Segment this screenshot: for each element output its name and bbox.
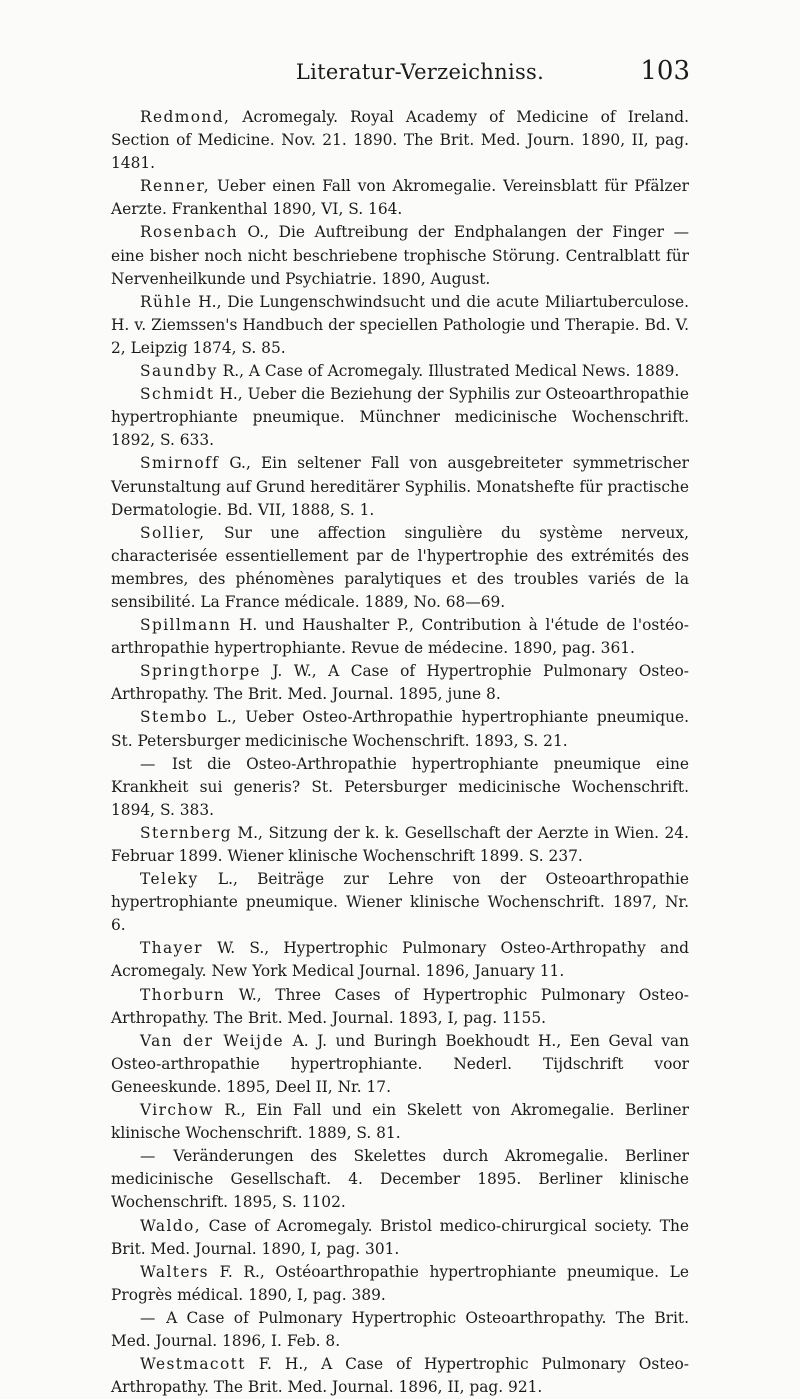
- bibliography-entry: [111, 937, 689, 983]
- entry-text: R., Ein Fall und ein Skelett von Akromegalie. Berliner klinische Wochenschrift. 1889, S. 81.: [111, 1101, 689, 1143]
- bibliography-entry: [111, 822, 689, 868]
- entry-author: Schmidt: [140, 385, 215, 404]
- entry-text: Case of Acromegaly. Bristol medico-chirurgical society. The Brit. Med. Journal. 1890, I, pag. 301.: [111, 1216, 689, 1258]
- entry-author: Van der Weijde: [140, 1031, 285, 1050]
- entry-author: Teleky: [140, 870, 199, 889]
- entry-text: Veränderungen des Skelettes durch Akromegalie. Berliner medicinische Gesellschaft. 4. December 1895. Berliner klinische Wochenschrift. 1895, S. 1102.: [111, 1147, 689, 1212]
- entry-text: W., Three Cases of Hypertrophic Pulmonary Osteo-Arthropathy. The Brit. Med. Journal. 1893, I, pag. 1155.: [111, 985, 689, 1027]
- entry-text: M., Sitzung der k. k. Gesellschaft der Aerzte in Wien. 24. Februar 1899. Wiener klinische Wochenschrift 1899. S. 237.: [111, 823, 689, 865]
- entry-text: H., Ueber die Beziehung der Syphilis zur Osteoarthropathie hypertrophiante pneumique. Münchner medicinische Wochenschrift. 1892, S. 633.: [111, 385, 689, 450]
- entry-text: Ist die Osteo-Arthropathie hypertrophiante pneumique eine Krankheit sui generis? St. Petersburger medicinische Wochenschrift. 1894, S. 383.: [111, 754, 689, 819]
- entry-text: Acromegaly. Royal Academy of Medicine of Ireland. Section of Medicine. Nov. 21. 1890. The Brit. Med. Journ. 1890, II, pag. 1481.: [111, 108, 689, 173]
- bibliography-entry: [111, 221, 689, 290]
- bibliography-entry: [111, 660, 689, 706]
- page-number: 103: [640, 56, 690, 86]
- entry-text: A Case of Pulmonary Hypertrophic Osteoarthropathy. The Brit. Med. Journal. 1896, I. Feb. 8.: [111, 1308, 689, 1350]
- entry-author: —: [140, 754, 157, 773]
- entry-author: Waldo,: [140, 1216, 201, 1235]
- entry-author: Spillmann: [140, 616, 232, 635]
- entry-author: Thorburn: [140, 985, 226, 1004]
- bibliography-entry: [111, 175, 689, 221]
- entry-author: Thayer: [140, 939, 203, 958]
- entry-author: Walters: [140, 1262, 209, 1281]
- entry-text: F. R., Ostéoarthropathie hypertrophiante pneumique. Le Progrès médical. 1890, I, pag. 389.: [111, 1262, 689, 1304]
- bibliography-list: [111, 106, 689, 1399]
- entry-text: W. S., Hypertrophic Pulmonary Osteo-Arthropathy and Acromegaly. New York Medical Journal. 1896, January 11.: [111, 939, 689, 981]
- bibliography-entry: [111, 1099, 689, 1145]
- entry-text: H. und Haushalter P., Contribution à l'étude de l'ostéo-arthropathie hypertrophiante. Revue de médecine. 1890, pag. 361.: [111, 616, 689, 658]
- entry-author: —: [140, 1308, 157, 1327]
- entry-text: F. H., A Case of Hypertrophic Pulmonary Osteo-Arthropathy. The Brit. Med. Journal. 1896, II, pag. 921.: [111, 1355, 689, 1397]
- bibliography-entry: [111, 706, 689, 752]
- bibliography-entry: [111, 452, 689, 521]
- bibliography-entry: [111, 614, 689, 660]
- page-header: [150, 56, 690, 100]
- bibliography-entry: [111, 291, 689, 360]
- bibliography-entry: [111, 1215, 689, 1261]
- bibliography-entry: [111, 868, 689, 937]
- entry-author: Rosenbach: [140, 223, 238, 242]
- entry-author: Redmond,: [140, 108, 231, 126]
- bibliography-entry: [111, 1353, 689, 1399]
- bibliography-entry: [111, 1145, 689, 1214]
- bibliography-entry: [111, 984, 689, 1030]
- bibliography-entry: [111, 753, 689, 822]
- entry-text: J. W., A Case of Hypertrophie Pulmonary Osteo-Arthropathy. The Brit. Med. Journal. 1895, june 8.: [111, 662, 689, 704]
- entry-author: Sollier,: [140, 523, 206, 542]
- entry-text: H., Die Lungenschwindsucht und die acute Miliartuberculose. H. v. Ziemssen's Handbuch der speciellen Pathologie und Therapie. Bd. V. 2, Leipzig 1874, S. 85.: [111, 292, 689, 357]
- entry-text: R., A Case of Acromegaly. Illustrated Medical News. 1889.: [222, 362, 680, 381]
- bibliography-entry: [111, 1307, 689, 1353]
- entry-text: A. J. und Buringh Boekhoudt H., Een Geval van Osteo-arthropathie hypertrophiante. Nederl. Tijdschrift voor Geneeskunde. 1895, Deel II, Nr. 17.: [111, 1031, 689, 1096]
- entry-text: L., Beiträge zur Lehre von der Osteoarthropathie hypertrophiante pneumique. Wiener klinische Wochenschrift. 1897, Nr. 6.: [111, 870, 689, 935]
- bibliography-entry: [111, 1030, 689, 1099]
- entry-author: —: [140, 1147, 157, 1166]
- bibliography-entry: [111, 360, 689, 383]
- entry-author: Smirnoff: [140, 454, 220, 473]
- entry-text: Sur une affection singulière du système nerveux, characterisée essentiellement par de l'hypertrophie des extrémités des membres, des phénomènes paralytiques et des troubles variés de la sensibilité. La France médicale. 1889, No. 68—69.: [111, 523, 689, 611]
- entry-text: L., Ueber Osteo-Arthropathie hypertrophiante pneumique. St. Petersburger medicinische Wochenschrift. 1893, S. 21.: [111, 708, 689, 750]
- bibliography-entry: [111, 383, 689, 452]
- entry-author: Sternberg: [140, 823, 232, 842]
- entry-text: O., Die Auftreibung der Endphalangen der Finger — eine bisher noch nicht beschriebene trophische Störung. Centralblatt für Nervenheilkunde und Psychiatrie. 1890, August.: [111, 223, 689, 288]
- bibliography-entry: [111, 522, 689, 614]
- entry-author: Stembo: [140, 708, 208, 727]
- bibliography-entry: [111, 106, 689, 175]
- entry-author: Springthorpe: [140, 662, 261, 681]
- entry-text: Ueber einen Fall von Akromegalie. Vereinsblatt für Pfälzer Aerzte. Frankenthal 1890, VI, S. 164.: [111, 177, 689, 219]
- entry-text: G., Ein seltener Fall von ausgebreiteter symmetrischer Verunstaltung auf Grund hereditärer Syphilis. Monatshefte für practische Dermatologie. Bd. VII, 1888, S. 1.: [111, 454, 689, 519]
- running-title: Literatur-Verzeichniss.: [295, 60, 545, 84]
- entry-author: Saundby: [140, 362, 218, 381]
- entry-author: Virchow: [140, 1101, 214, 1120]
- entry-author: Westmacott: [140, 1355, 246, 1374]
- bibliography-entry: [111, 1261, 689, 1307]
- entry-author: Rühle: [140, 292, 193, 311]
- entry-author: Renner,: [140, 177, 210, 196]
